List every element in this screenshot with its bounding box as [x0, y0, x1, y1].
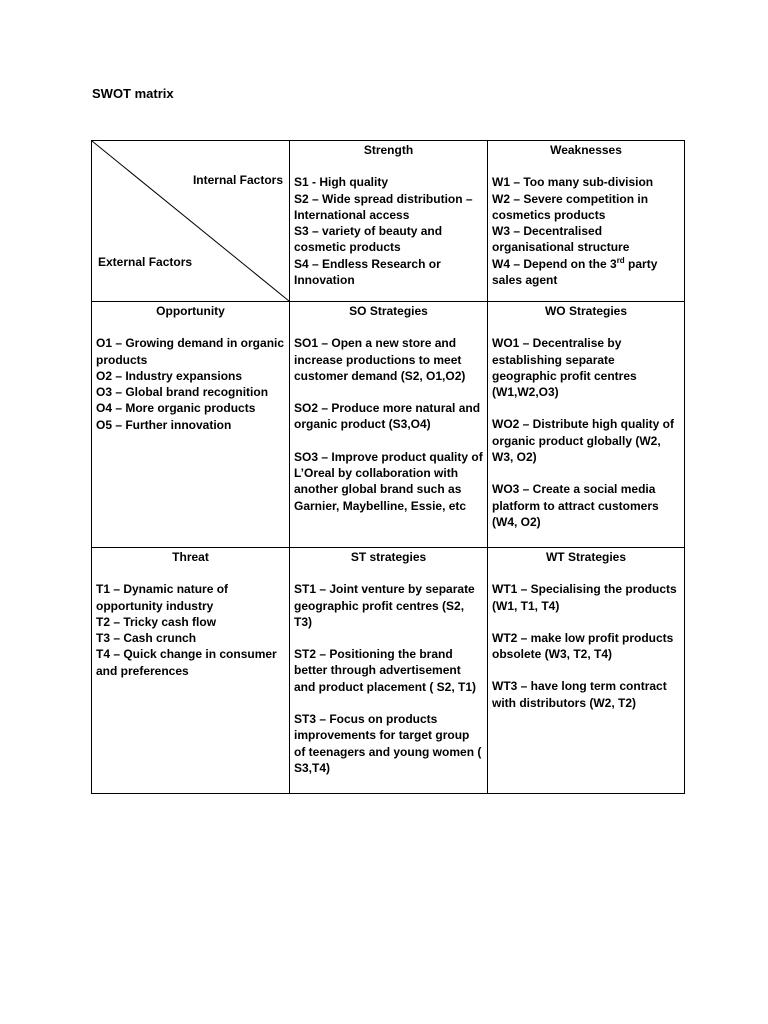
so-strategy-item: SO2 – Produce more natural and organic product (S3,O4)	[294, 401, 481, 432]
weakness-item: W2 – Severe competition in cosmetics products	[492, 191, 649, 222]
so-strategy-item: SO3 – Improve product quality of L’Oreal by collaboration with another global brand such as Garnier, Maybelline, Essie, etc	[294, 449, 483, 513]
diagonal-divider	[92, 141, 289, 301]
weaknesses-heading: Weaknesses	[550, 143, 622, 157]
wt-strategy-item: WT2 – make low profit products obsolete (W3, T2, T4)	[492, 630, 674, 662]
wo-strategies-cell	[488, 302, 685, 548]
wt-strategy-item: WT1 – Specialising the products (W1, T1, T4)	[492, 582, 677, 613]
strength-item: S4 – Endless Research or Innovation	[294, 256, 441, 288]
opportunity-item: O1 – Growing demand in organic products	[96, 336, 285, 367]
threat-cell	[92, 548, 290, 794]
wo-strategy-item: WO3 – Create a social media platform to attract customers (W4, O2)	[492, 482, 659, 529]
strength-heading: Strength	[363, 143, 414, 157]
so-strategies-heading: SO Strategies	[349, 304, 428, 318]
opportunity-row	[92, 302, 685, 548]
weakness-item: W3 – Decentralised organisational structure	[492, 224, 630, 255]
wo-strategy-item: WO2 – Distribute high quality of organic product globally (W2, W3, O2)	[492, 417, 675, 465]
strength-cell	[290, 141, 488, 302]
swot-matrix-table	[91, 140, 685, 794]
weaknesses-cell	[488, 141, 685, 302]
opportunity-cell	[92, 302, 290, 548]
so-strategies-cell	[290, 302, 488, 548]
st-strategies-heading: ST strategies	[350, 550, 427, 564]
weakness-item: W1 – Too many sub-division	[492, 175, 654, 190]
so-strategy-item: SO1 – Open a new store and increase productions to meet customer demand (S2, O1,O2)	[294, 336, 466, 383]
wo-strategies-heading: WO Strategies	[544, 304, 628, 318]
threat-item: T3 – Cash crunch	[96, 631, 197, 646]
st-strategy-item: ST1 – Joint venture by separate geographic profit centres (S2, T3)	[294, 582, 475, 629]
opportunity-item: O5 – Further innovation	[96, 417, 232, 432]
threat-item: T1 – Dynamic nature of opportunity industry	[96, 582, 229, 613]
w4-text-end: party sales agent	[492, 256, 658, 288]
st-strategies-cell	[290, 548, 488, 794]
internal-factors-label: Internal Factors	[192, 173, 283, 187]
threat-heading: Threat	[172, 550, 209, 564]
st-strategy-item: ST3 – Focus on products improvements for target group of teenagers and young women ( S3,T4)	[294, 712, 482, 775]
strength-item: S2 – Wide spread distribution – International access	[294, 191, 473, 222]
threat-item: T4 – Quick change in consumer and preferences	[96, 647, 277, 678]
wt-strategy-item: WT3 – have long term contract with distributors (W2, T2)	[492, 679, 667, 710]
threat-item: T2 – Tricky cash flow	[96, 614, 217, 629]
threat-row	[92, 548, 685, 794]
swot-header-row	[92, 141, 685, 302]
opportunity-item: O4 – More organic products	[96, 401, 256, 416]
strength-item: S3 – variety of beauty and cosmetic products	[294, 224, 443, 255]
opportunity-heading: Opportunity	[156, 304, 225, 318]
external-factors-label: External Factors	[98, 255, 193, 269]
wo-strategy-item: WO1 – Decentralise by establishing separate geographic profit centres (W1,W2,O3)	[492, 336, 637, 400]
w4-text-start: W4 – Depend on the 3	[492, 256, 617, 271]
st-strategy-item: ST2 – Positioning the brand better through advertisement and product placement ( S2, T1)	[294, 647, 477, 694]
weakness-item	[492, 256, 680, 289]
opportunity-item: O3 – Global brand recognition	[96, 385, 269, 400]
wt-strategies-cell	[488, 548, 685, 794]
opportunity-item: O2 – Industry expansions	[96, 368, 243, 383]
corner-cell	[92, 141, 290, 302]
strength-item: S1 - High quality	[294, 175, 389, 190]
w4-superscript: rd	[616, 255, 625, 265]
wt-strategies-heading: WT Strategies	[545, 550, 626, 564]
document-title: SWOT matrix	[92, 86, 174, 101]
